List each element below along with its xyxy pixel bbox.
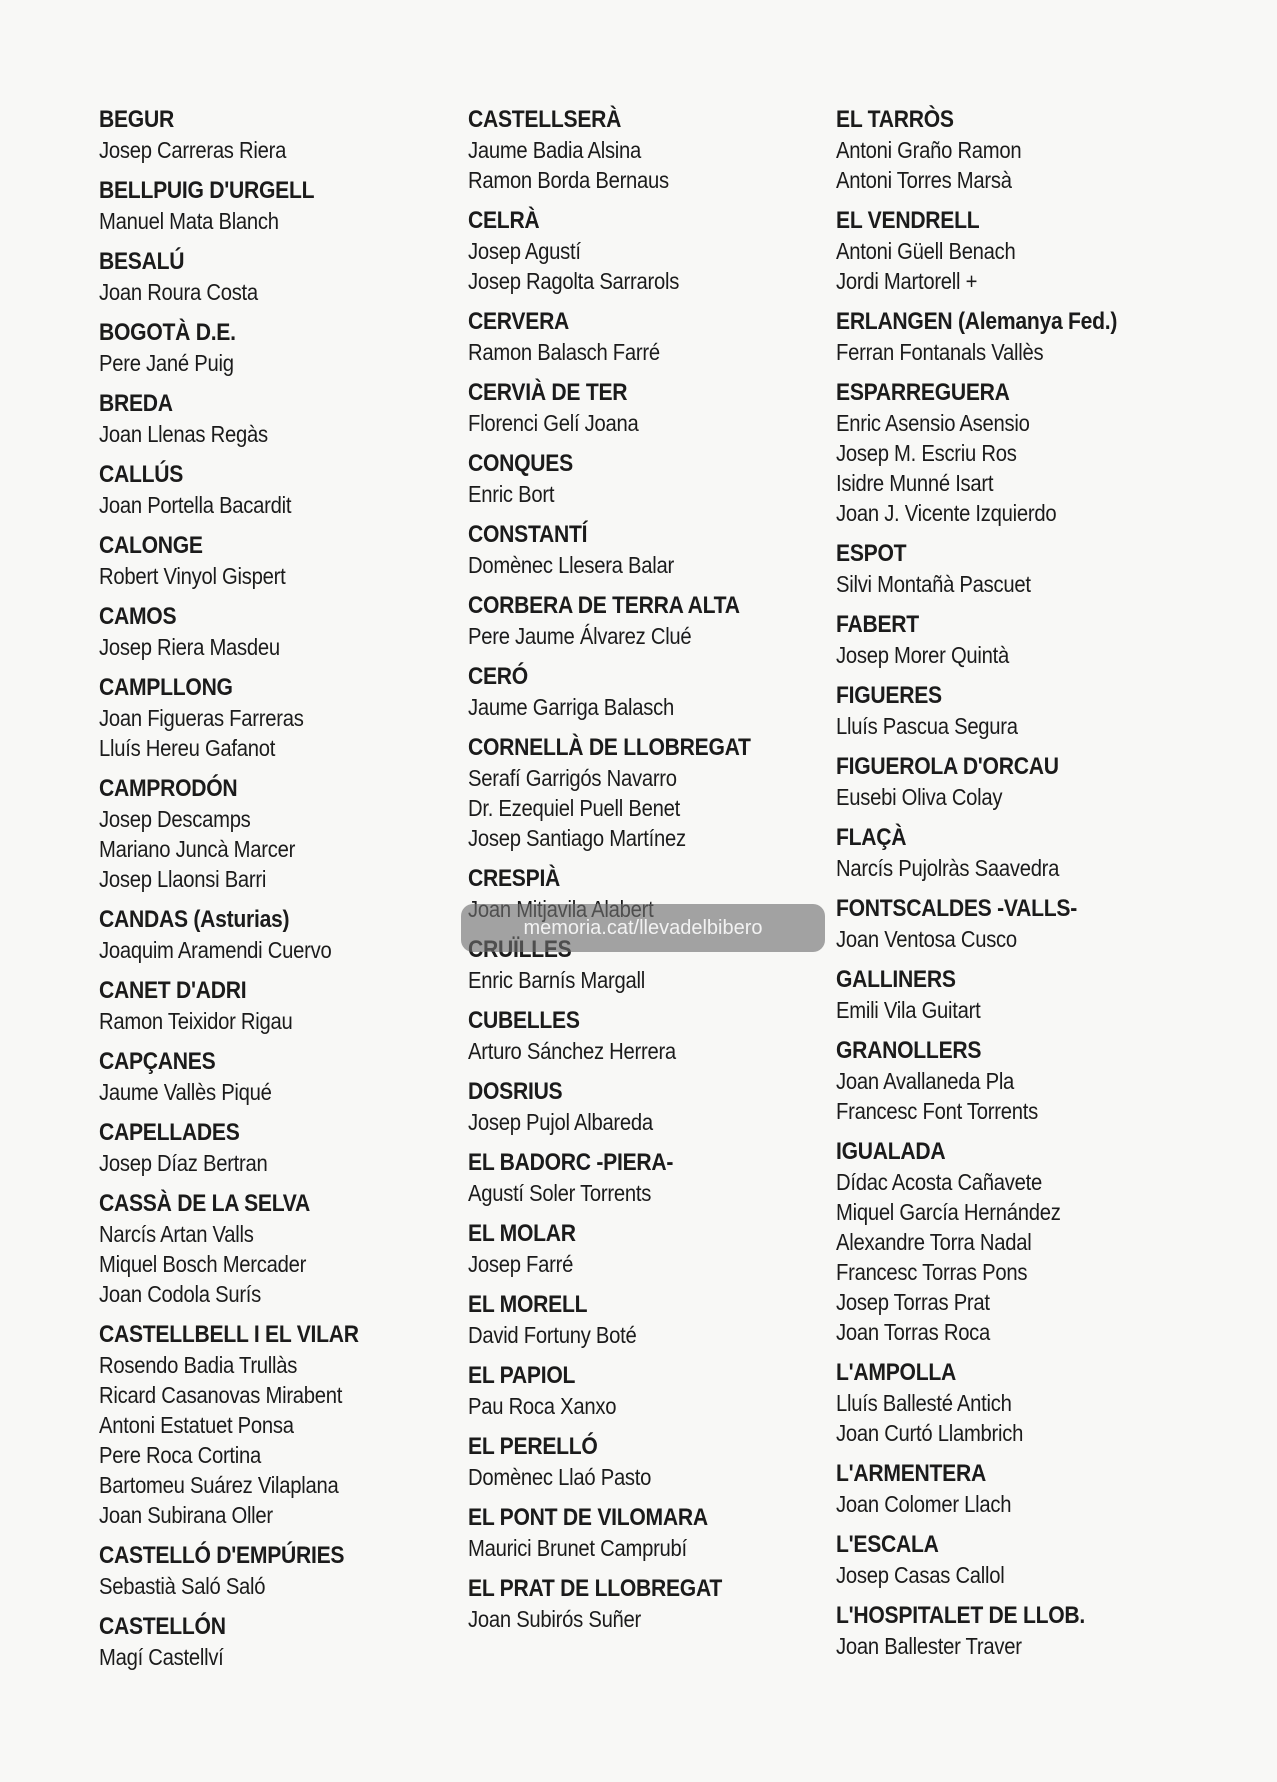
person-name: David Fortuny Boté xyxy=(468,1322,637,1348)
town-name: CONQUES xyxy=(468,450,573,477)
person-name: Arturo Sánchez Herrera xyxy=(468,1038,676,1064)
person-name: Jordi Martorell + xyxy=(836,268,978,294)
person-name: Joan Ballester Traver xyxy=(836,1633,1022,1659)
town-name: FABERT xyxy=(836,611,919,638)
person-name: Robert Vinyol Gispert xyxy=(99,563,286,589)
town-entry xyxy=(836,377,1156,528)
person-name: Josep Torras Prat xyxy=(836,1289,990,1315)
person-name: Domènec Llesera Balar xyxy=(468,552,674,578)
person-name: Jaume Garriga Balasch xyxy=(468,694,674,720)
town-name: FIGUEROLA D'ORCAU xyxy=(836,753,1059,780)
person-name: Ricard Casanovas Mirabent xyxy=(99,1382,343,1408)
town-entry xyxy=(468,1360,789,1421)
town-entry xyxy=(99,530,394,591)
town-name: CERVERA xyxy=(468,308,570,335)
person-name: Agustí Soler Torrents xyxy=(468,1180,652,1206)
person-name: Josep M. Escriu Ros xyxy=(836,440,1017,466)
person-name: Enric Bort xyxy=(468,481,555,507)
town-entry xyxy=(468,1289,789,1350)
person-name: Josep Casas Callol xyxy=(836,1562,1005,1588)
person-name: Silvi Montañà Pascuet xyxy=(836,571,1031,597)
town-entry xyxy=(99,1611,394,1672)
town-entry xyxy=(836,104,1156,195)
person-name: Pere Jané Puig xyxy=(99,350,234,376)
town-entry xyxy=(468,590,789,651)
town-name: GRANOLLERS xyxy=(836,1037,982,1064)
town-name: EL BADORC -PIERA- xyxy=(468,1149,674,1176)
person-name: Domènec Llaó Pasto xyxy=(468,1464,652,1490)
person-name: Joan Curtó Llambrich xyxy=(836,1420,1024,1446)
town-entry xyxy=(836,1035,1156,1126)
town-name: CANDAS (Asturias) xyxy=(99,906,290,933)
person-name: Joan Roura Costa xyxy=(99,279,258,305)
town-entry xyxy=(468,1076,789,1137)
person-name: Joan Llenas Regàs xyxy=(99,421,268,447)
person-name: Pau Roca Xanxo xyxy=(468,1393,617,1419)
town-name: EL MORELL xyxy=(468,1291,588,1318)
town-entry xyxy=(468,519,789,580)
town-entry xyxy=(836,609,1156,670)
person-name: Sebastià Saló Saló xyxy=(99,1573,266,1599)
person-name: Dr. Ezequiel Puell Benet xyxy=(468,795,680,821)
town-name: CASTELLÓ D'EMPÚRIES xyxy=(99,1542,345,1569)
town-name: CERÓ xyxy=(468,663,528,690)
town-name: EL TARRÒS xyxy=(836,106,954,133)
town-entry xyxy=(836,1136,1156,1347)
person-name: Josep Riera Masdeu xyxy=(99,634,280,660)
town-name: IGUALADA xyxy=(836,1138,946,1165)
column-1 xyxy=(99,104,394,1682)
person-name: Mariano Juncà Marcer xyxy=(99,836,296,862)
person-name: Antoni Güell Benach xyxy=(836,238,1016,264)
town-name: CAMOS xyxy=(99,603,177,630)
town-entry xyxy=(468,661,789,722)
town-name: CERVIÀ DE TER xyxy=(468,379,628,406)
town-name: CAMPLLONG xyxy=(99,674,233,701)
town-entry xyxy=(99,1540,394,1601)
person-name: Francesc Torras Pons xyxy=(836,1259,1028,1285)
person-name: Bartomeu Suárez Vilaplana xyxy=(99,1472,339,1498)
person-name: Joan J. Vicente Izquierdo xyxy=(836,500,1057,526)
town-entry xyxy=(836,205,1156,296)
town-entry xyxy=(99,672,394,763)
town-name: CASTELLÓN xyxy=(99,1613,226,1640)
town-name: BREDA xyxy=(99,390,173,417)
person-name: Emili Vila Guitart xyxy=(836,997,981,1023)
person-name: Maurici Brunet Camprubí xyxy=(468,1535,687,1561)
person-name: Ramon Teixidor Rigau xyxy=(99,1008,293,1034)
person-name: Miquel Bosch Mercader xyxy=(99,1251,307,1277)
town-entry xyxy=(468,1147,789,1208)
town-entry xyxy=(836,1529,1156,1590)
town-name: ERLANGEN (Alemanya Fed.) xyxy=(836,308,1118,335)
town-entry xyxy=(468,377,789,438)
person-name: Lluís Pascua Segura xyxy=(836,713,1018,739)
town-name: CASTELLSERÀ xyxy=(468,106,622,133)
town-name: BOGOTÀ D.E. xyxy=(99,319,236,346)
town-name: CAMPRODÓN xyxy=(99,775,238,802)
town-entry xyxy=(99,1046,394,1107)
person-name: Joan Codola Surís xyxy=(99,1281,262,1307)
person-name: Dídac Acosta Cañavete xyxy=(836,1169,1042,1195)
town-entry xyxy=(836,1600,1156,1661)
town-entry xyxy=(99,459,394,520)
town-entry xyxy=(99,104,394,165)
town-entry xyxy=(99,175,394,236)
town-entry xyxy=(836,680,1156,741)
person-name: Josep Ragolta Sarrarols xyxy=(468,268,680,294)
person-name: Joan Ventosa Cusco xyxy=(836,926,1017,952)
town-name: L'HOSPITALET DE LLOB. xyxy=(836,1602,1086,1629)
town-name: EL PERELLÓ xyxy=(468,1433,598,1460)
person-name: Joan Colomer Llach xyxy=(836,1491,1012,1517)
town-name: BELLPUIG D'URGELL xyxy=(99,177,315,204)
town-entry xyxy=(468,448,789,509)
town-name: CAPELLADES xyxy=(99,1119,240,1146)
town-entry xyxy=(99,601,394,662)
person-name: Joan Portella Bacardit xyxy=(99,492,292,518)
town-name: CORBERA DE TERRA ALTA xyxy=(468,592,740,619)
town-entry xyxy=(836,822,1156,883)
person-name: Enric Barnís Margall xyxy=(468,967,645,993)
town-name: EL PRAT DE LLOBREGAT xyxy=(468,1575,723,1602)
town-entry xyxy=(99,1319,394,1530)
town-entry xyxy=(836,893,1156,954)
person-name: Jaume Badia Alsina xyxy=(468,137,642,163)
town-name: BESALÚ xyxy=(99,248,185,275)
person-name: Josep Díaz Bertran xyxy=(99,1150,268,1176)
town-name: GALLINERS xyxy=(836,966,956,993)
person-name: Manuel Mata Blanch xyxy=(99,208,279,234)
person-name: Joan Subirana Oller xyxy=(99,1502,273,1528)
town-entry xyxy=(468,205,789,296)
town-name: DOSRIUS xyxy=(468,1078,563,1105)
person-name: Francesc Font Torrents xyxy=(836,1098,1038,1124)
town-name: CELRÀ xyxy=(468,207,540,234)
person-name: Miquel García Hernández xyxy=(836,1199,1061,1225)
town-name: CAPÇANES xyxy=(99,1048,216,1075)
town-entry xyxy=(99,246,394,307)
town-name: EL VENDRELL xyxy=(836,207,980,234)
town-name: FONTSCALDES -VALLS- xyxy=(836,895,1077,922)
column-3 xyxy=(836,104,1156,1671)
town-entry xyxy=(836,751,1156,812)
town-name: EL PAPIOL xyxy=(468,1362,576,1389)
watermark-badge[interactable]: memoria.cat/llevadelbibero xyxy=(461,904,825,952)
town-name: L'ARMENTERA xyxy=(836,1460,986,1487)
town-entry xyxy=(836,1458,1156,1519)
town-name: EL MOLAR xyxy=(468,1220,576,1247)
town-entry xyxy=(468,306,789,367)
town-name: CONSTANTÍ xyxy=(468,521,588,548)
person-name: Josep Carreras Riera xyxy=(99,137,287,163)
person-name: Lluís Ballesté Antich xyxy=(836,1390,1012,1416)
town-entry xyxy=(468,104,789,195)
town-entry xyxy=(99,975,394,1036)
person-name: Isidre Munné Isart xyxy=(836,470,994,496)
person-name: Pere Jaume Álvarez Clué xyxy=(468,623,692,649)
person-name: Magí Castellví xyxy=(99,1644,224,1670)
person-name: Antoni Torres Marsà xyxy=(836,167,1012,193)
town-entry xyxy=(836,1357,1156,1448)
person-name: Enric Asensio Asensio xyxy=(836,410,1030,436)
town-name: BEGUR xyxy=(99,106,174,133)
town-entry xyxy=(99,317,394,378)
person-name: Ramon Balasch Farré xyxy=(468,339,660,365)
town-name: CASSÀ DE LA SELVA xyxy=(99,1190,311,1217)
person-name: Antoni Graño Ramon xyxy=(836,137,1022,163)
town-name: CRESPIÀ xyxy=(468,865,561,892)
town-entry xyxy=(836,538,1156,599)
person-name: Joan Torras Roca xyxy=(836,1319,991,1345)
town-name: CASTELLBELL I EL VILAR xyxy=(99,1321,359,1348)
column-2 xyxy=(468,104,789,1644)
town-entry xyxy=(468,1502,789,1563)
town-name: CANET D'ADRI xyxy=(99,977,247,1004)
town-name: ESPARREGUERA xyxy=(836,379,1010,406)
person-name: Josep Santiago Martínez xyxy=(468,825,686,851)
person-name: Ramon Borda Bernaus xyxy=(468,167,669,193)
person-name: Josep Agustí xyxy=(468,238,581,264)
town-entry xyxy=(99,1117,394,1178)
person-name: Josep Farré xyxy=(468,1251,574,1277)
town-name: EL PONT DE VILOMARA xyxy=(468,1504,708,1531)
town-entry xyxy=(468,1431,789,1492)
town-name: FLAÇÀ xyxy=(836,824,907,851)
town-name: L'ESCALA xyxy=(836,1531,939,1558)
town-name: L'AMPOLLA xyxy=(836,1359,956,1386)
town-entry xyxy=(99,388,394,449)
person-name: Lluís Hereu Gafanot xyxy=(99,735,276,761)
town-entry xyxy=(99,904,394,965)
person-name: Jaume Vallès Piqué xyxy=(99,1079,272,1105)
town-name: CALLÚS xyxy=(99,461,184,488)
person-name: Narcís Pujolràs Saavedra xyxy=(836,855,1060,881)
town-name: CORNELLÀ DE LLOBREGAT xyxy=(468,734,751,761)
town-entry xyxy=(836,964,1156,1025)
town-entry xyxy=(468,1005,789,1066)
person-name: Joan Figueras Farreras xyxy=(99,705,304,731)
town-entry xyxy=(99,773,394,894)
town-name: CUBELLES xyxy=(468,1007,580,1034)
town-entry xyxy=(468,1218,789,1279)
town-entry xyxy=(99,1188,394,1309)
person-name: Rosendo Badia Trullàs xyxy=(99,1352,298,1378)
person-name: Josep Llaonsi Barri xyxy=(99,866,267,892)
person-name: Florenci Gelí Joana xyxy=(468,410,639,436)
town-name: FIGUERES xyxy=(836,682,942,709)
person-name: Antoni Estatuet Ponsa xyxy=(99,1412,294,1438)
person-name: Eusebi Oliva Colay xyxy=(836,784,1003,810)
town-name: ESPOT xyxy=(836,540,907,567)
person-name: Joan Avallaneda Pla xyxy=(836,1068,1015,1094)
person-name: Narcís Artan Valls xyxy=(99,1221,254,1247)
person-name: Ferran Fontanals Vallès xyxy=(836,339,1044,365)
person-name: Josep Descamps xyxy=(99,806,251,832)
person-name: Joaquim Aramendi Cuervo xyxy=(99,937,332,963)
town-entry xyxy=(468,1573,789,1634)
person-name: Joan Subirós Suñer xyxy=(468,1606,642,1632)
person-name: Josep Pujol Albareda xyxy=(468,1109,653,1135)
person-name: Josep Morer Quintà xyxy=(836,642,1010,668)
person-name: Serafí Garrigós Navarro xyxy=(468,765,677,791)
town-name: CALONGE xyxy=(99,532,203,559)
person-name: Alexandre Torra Nadal xyxy=(836,1229,1032,1255)
town-entry xyxy=(836,306,1156,367)
person-name: Pere Roca Cortina xyxy=(99,1442,262,1468)
town-entry xyxy=(468,732,789,853)
